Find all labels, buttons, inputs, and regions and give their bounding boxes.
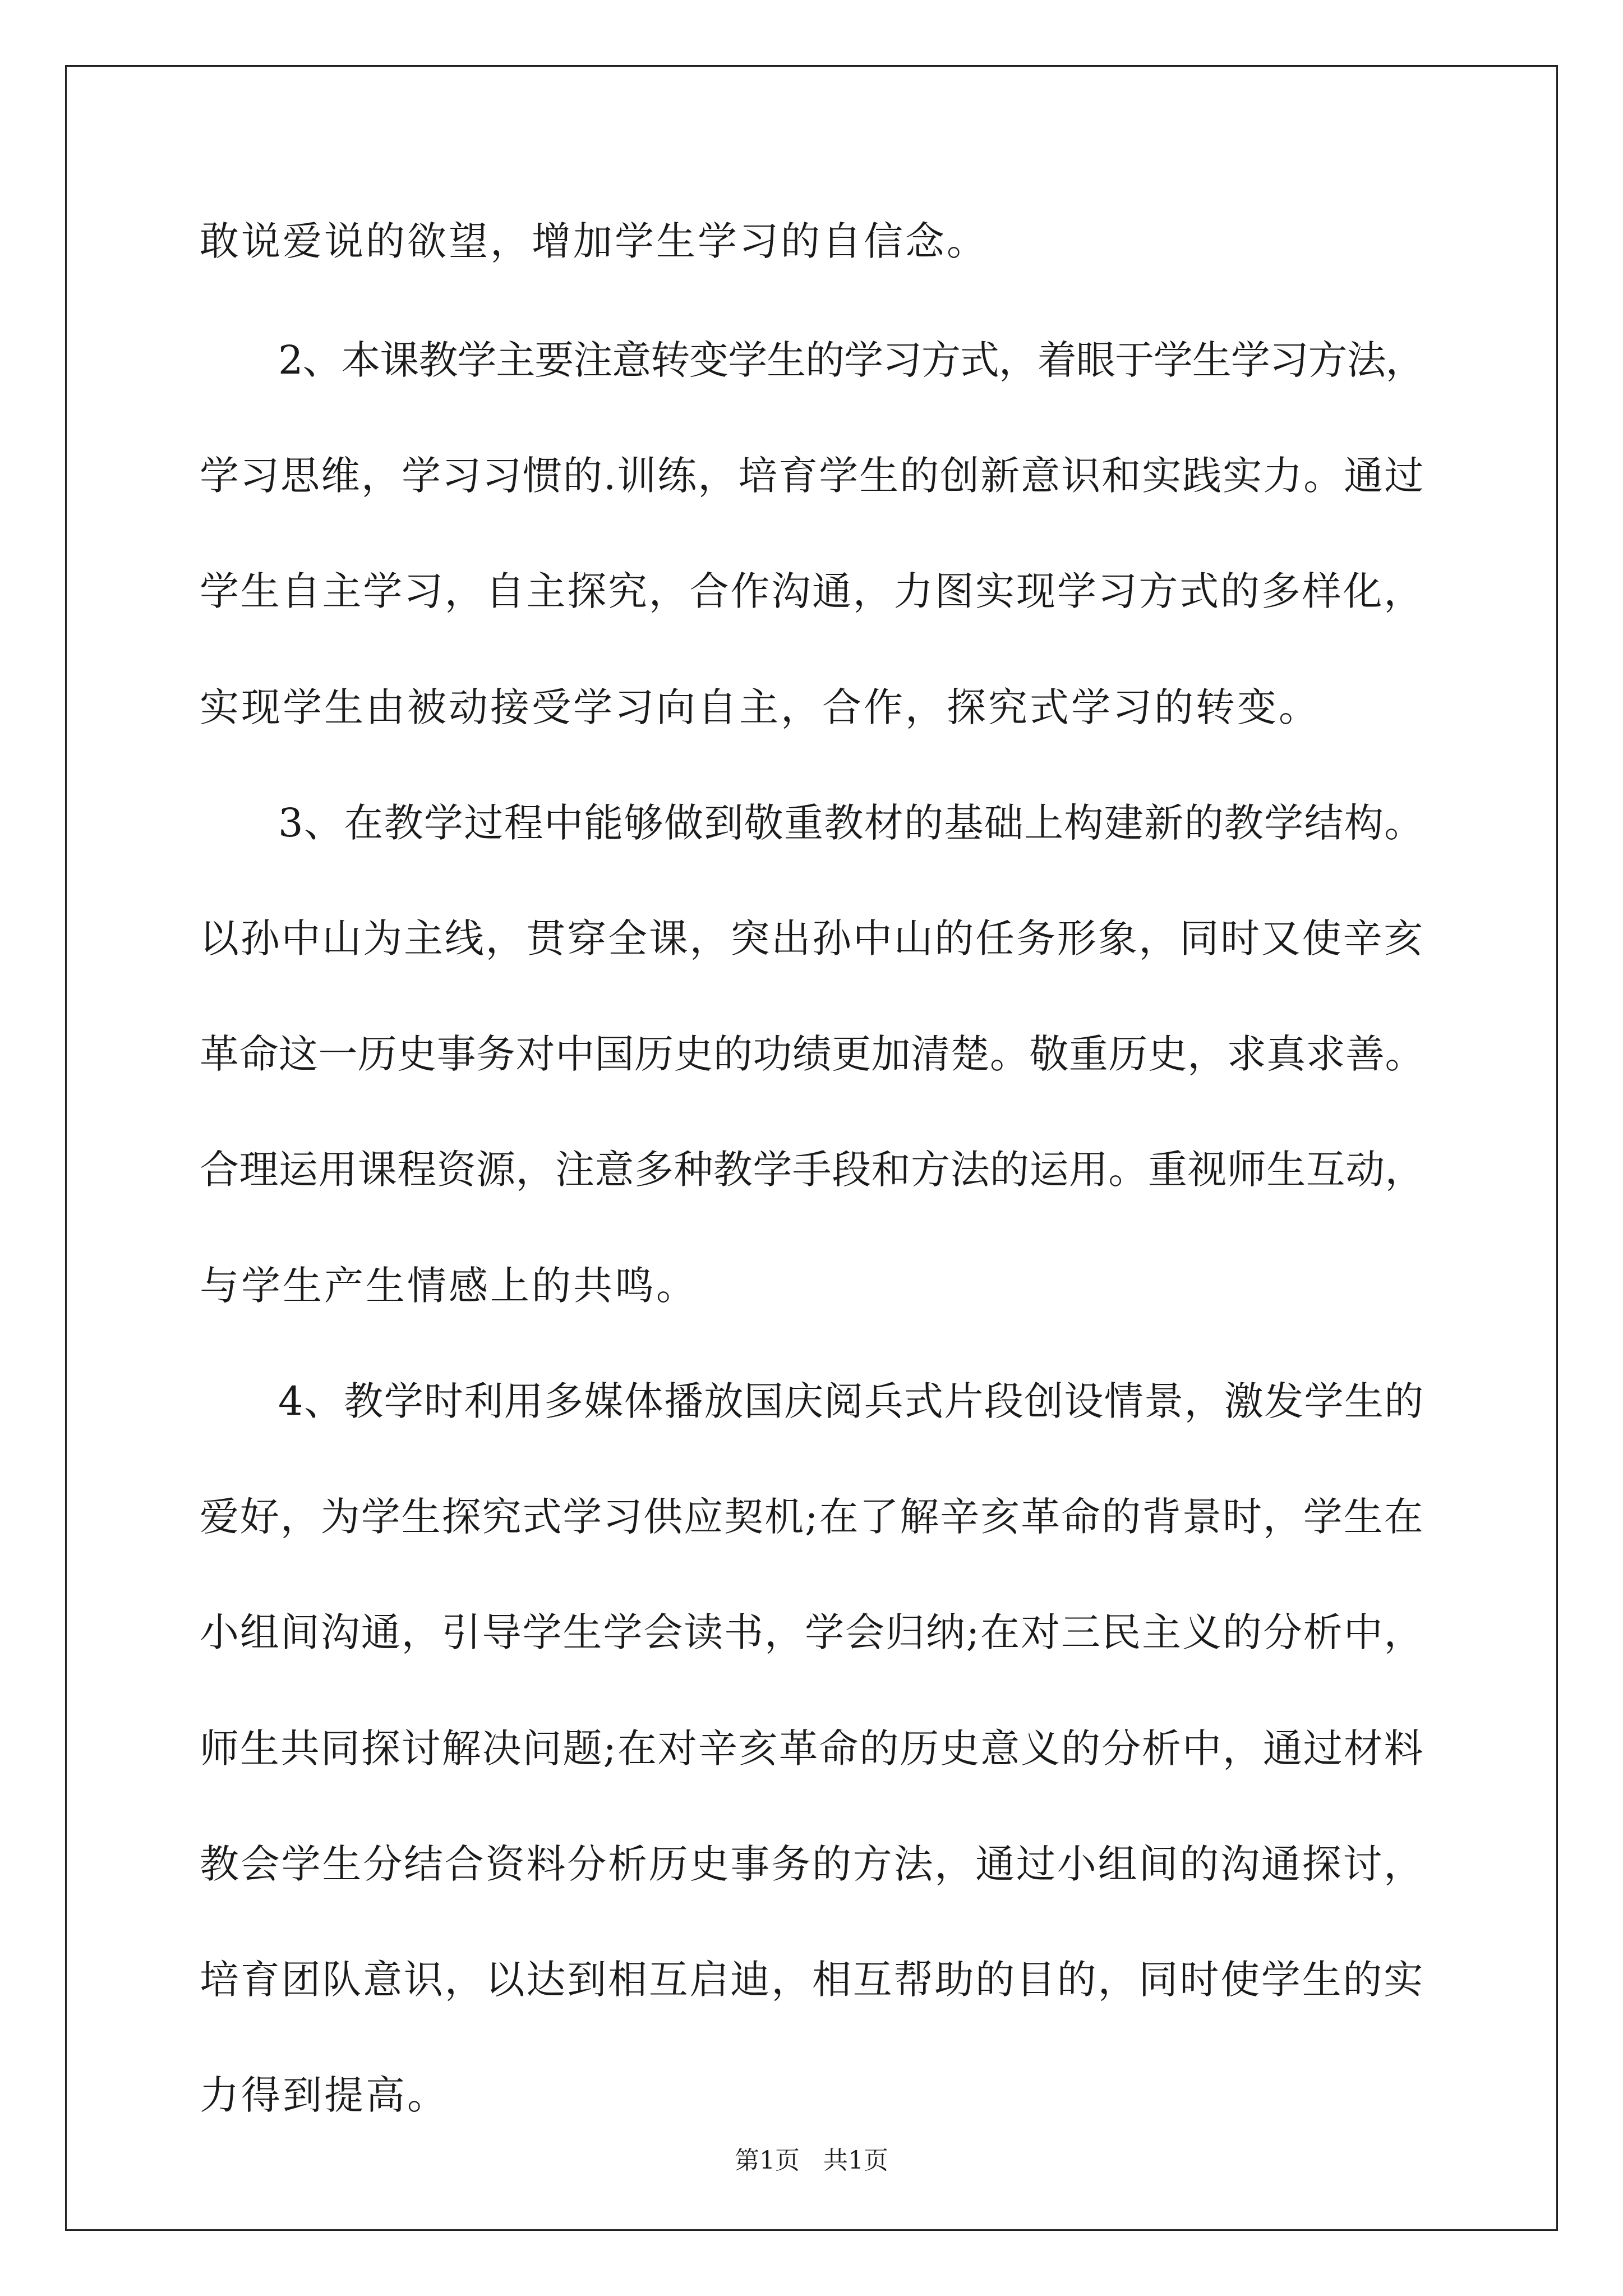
paragraph-3-line-1: 3、在教学过程中能够做到敬重教材的基础上构建新的教学结构。 <box>278 800 1424 846</box>
paragraph-4-line-7: 力得到提高。 <box>200 2072 449 2118</box>
paragraph-4-line-1: 4、教学时利用多媒体播放国庆阅兵式片段创设情景，激发学生的 <box>278 1378 1424 1424</box>
paragraph-4-line-3: 小组间沟通，引导学生学会读书，学会归纳;在对三民主义的分析中， <box>200 1609 1424 1655</box>
paragraph-4-line-2: 爱好，为学生探究式学习供应契机;在了解辛亥革命的背景时，学生在 <box>200 1494 1424 1540</box>
paragraph-2-line-1: 2、本课教学主要注意转变学生的学习方式，着眼于学生学习方法， <box>278 337 1424 383</box>
paragraph-4-line-6: 培育团队意识，以达到相互启迪，相互帮助的目的，同时使学生的实 <box>200 1957 1424 2003</box>
paragraph-3-line-4: 合理运用课程资源，注意多种教学手段和方法的运用。重视师生互动， <box>200 1147 1424 1193</box>
paragraph-1-line-1: 敢说爱说的欲望，增加学生学习的自信念。 <box>200 218 988 264</box>
paragraph-3-line-5: 与学生产生情感上的共鸣。 <box>200 1263 698 1309</box>
page-number-footer: 第1页 共1页 <box>735 2146 888 2175</box>
paragraph-3-line-2: 以孙中山为主线，贯穿全课，突出孙中山的任务形象，同时又使辛亥 <box>200 915 1424 961</box>
paragraph-3-line-3: 革命这一历史事务对中国历史的功绩更加清楚。敬重历史，求真求善。 <box>200 1031 1424 1077</box>
paragraph-4-line-4: 师生共同探讨解决问题;在对辛亥革命的历史意义的分析中，通过材料 <box>200 1726 1424 1772</box>
paragraph-2-line-2: 学习思维，学习习惯的.训练，培育学生的创新意识和实践实力。通过 <box>200 453 1425 499</box>
paragraph-2-line-3: 学生自主学习，自主探究，合作沟通，力图实现学习方式的多样化， <box>200 568 1424 614</box>
paragraph-2-line-4: 实现学生由被动接受学习向自主，合作，探究式学习的转变。 <box>200 684 1320 730</box>
paragraph-4-line-5: 教会学生分结合资料分析历史事务的方法，通过小组间的沟通探讨， <box>200 1841 1424 1887</box>
